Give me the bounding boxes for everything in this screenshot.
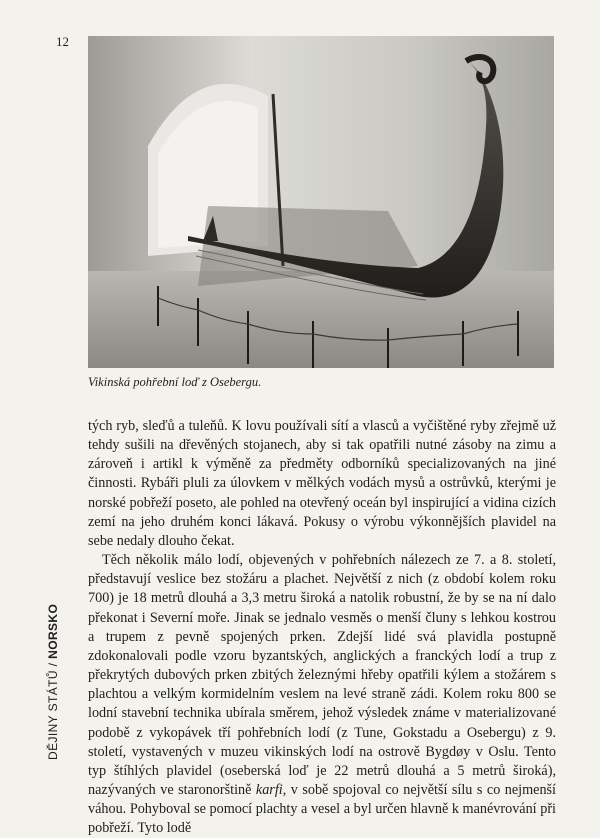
page-number: 12: [56, 34, 69, 49]
country-label: NORSKO: [46, 603, 60, 659]
viking-ship-photo: [88, 36, 554, 368]
paragraph-2: Těch několik málo lodí, objevených v pohřebních nálezech ze 7. a 8. století, představují veslice bez stožáru a plachet. Největší z nich (z období kolem roku 700) je 18 metrů dlouhá a 3,3 metru široká a natolik robustní, že by se na ní dalo překonat i Severní moře. Jinak se jednalo vesměs o menší čluny s lehkou kostrou a trupem z pevně spojených prken. Zdejší lidé svá plavidla postupně zdokonalovali podle vzoru byzantských, anglických a franckých lodí a trup z překrytých dubových prken zbitých železnými hřeby opatřili kýlem a stožárem s plachtou a velkým kormidelním veslem na levé straně zádi. Kolem roku 800 se lodní stavební technika ubírala směrem, jehož výsledek známe v materializované podobě z vykopávek tří pohřebních lodí (z Tune, Gokstadu a Osebergu) z 9. století, vystavených v muzeu vikinských lodí na ostrově Bygdøy v Oslu. Tento typ štíhlých plavidel (oseberská loď je 22 metrů dlouhá a 5 metrů široká), nazývaných ve staronorštině karfi, v sobě spojoval co největší sílu s co nejmenší váhou. Pohyboval se pomocí plachty a vesel a byl určen hlavně k manévrování při pobřeží. Tyto lodě: [88, 552, 556, 837]
section-side-label: DĚJINY STÁTŮ / NORSKO: [46, 603, 60, 760]
term-karfi: karfi: [255, 781, 283, 798]
article-body: [88, 417, 556, 838]
photo-caption: Vikinská pohřební loď z Osebergu.: [88, 375, 262, 389]
paragraph-1: tých ryb, sleďů a tuleňů. K lovu používali sítí a vlasců a vyčištěné ryby zřejmě už tehdy sušili na dřevěných stojanech, aby si tak opatřili nutné zásoby na zimu a zároveň i artikl k výměně za předměty odborníků specializovaných na jiné činnosti. Rybáři pluli za úlovkem v mělkých vodách mysů a ostrůvků, kterými je norské pobřeží poseto, ale pohled na otevřený oceán byl inspirující a vidina cizích zemí na jeho druhém konci lákavá. Pokusy o výrobu výkonnějších plavidel na sebe nedaly dlouho čekat.: [88, 418, 556, 549]
oseberg-ship-illustration: [88, 36, 554, 368]
